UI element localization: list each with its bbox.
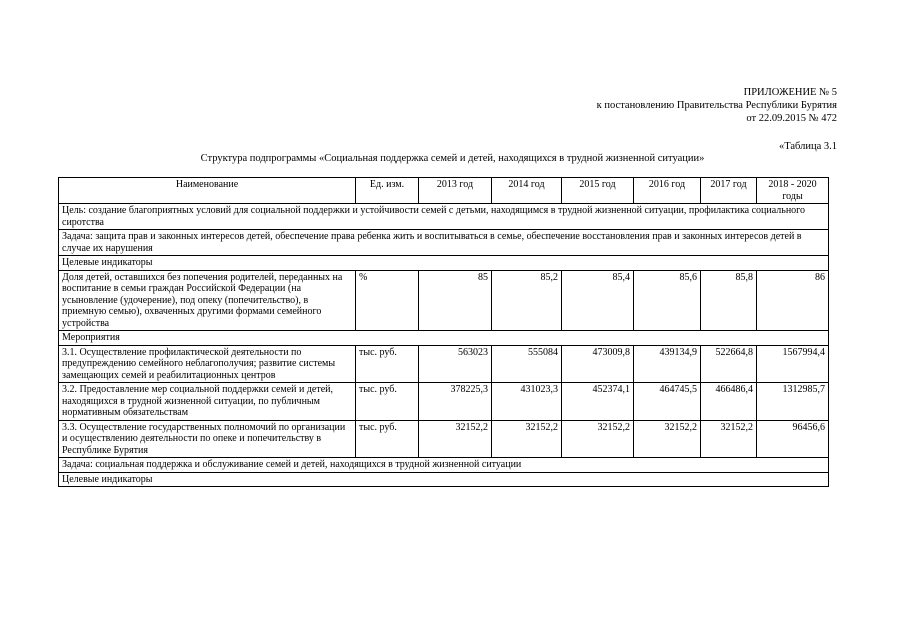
resolution-date: от 22.09.2015 № 472 <box>746 113 837 124</box>
section-row <box>59 331 829 346</box>
col-header-2015: 2015 год <box>562 178 634 204</box>
task-text: Задача: защита прав и законных интересов детей, обеспечение права ребенка жить и воспитываться в семье, обеспечение восстановления прав и законных интересов детей в случае их нарушения <box>59 230 829 256</box>
cell-2013: 378225,3 <box>419 383 492 421</box>
indicators-heading: Целевые индикаторы <box>59 256 829 271</box>
cell-2016: 464745,5 <box>634 383 701 421</box>
row-name: 3.3. Осуществление государственных полномочий по организации и осуществлению деятельности по опеке и попечительству в Республике Бурятия <box>59 420 356 458</box>
task-row <box>59 230 829 256</box>
cell-2017: 85,8 <box>701 270 757 331</box>
cell-2014: 32152,2 <box>492 420 562 458</box>
row-unit: тыс. руб. <box>356 420 419 458</box>
table-row <box>59 383 829 421</box>
row-name: Доля детей, оставшихся без попечения родителей, переданных на воспитание в семьи граждан Российской Федерации (на усыновление (удочерение), под опеку (попечительство), в приемную семью), охваченных другими формами семейного устройства <box>59 270 356 331</box>
structure-table <box>58 177 829 487</box>
row-unit: тыс. руб. <box>356 383 419 421</box>
cell-2015: 32152,2 <box>562 420 634 458</box>
cell-2018-2020: 1312985,7 <box>757 383 829 421</box>
table-number: «Таблица 3.1 <box>778 141 837 152</box>
col-header-2013: 2013 год <box>419 178 492 204</box>
table-row <box>59 420 829 458</box>
cell-2014: 555084 <box>492 345 562 383</box>
cell-2018-2020: 1567994,4 <box>757 345 829 383</box>
col-header-name: Наименование <box>59 178 356 204</box>
col-header-2017: 2017 год <box>701 178 757 204</box>
cell-2016: 85,6 <box>634 270 701 331</box>
cell-2015: 452374,1 <box>562 383 634 421</box>
measures-heading: Мероприятия <box>59 331 829 346</box>
row-name: 3.2. Предоставление мер социальной поддержки семей и детей, находящихся в трудной жизненной ситуации, по публичным нормативным обязательствам <box>59 383 356 421</box>
cell-2018-2020: 86 <box>757 270 829 331</box>
cell-2013: 563023 <box>419 345 492 383</box>
section-row <box>59 256 829 271</box>
cell-2013: 85 <box>419 270 492 331</box>
cell-2014: 431023,3 <box>492 383 562 421</box>
col-header-unit: Ед. изм. <box>356 178 419 204</box>
col-header-2014: 2014 год <box>492 178 562 204</box>
table-row <box>59 345 829 383</box>
cell-2013: 32152,2 <box>419 420 492 458</box>
table-row <box>59 270 829 331</box>
cell-2015: 85,4 <box>562 270 634 331</box>
cell-2017: 466486,4 <box>701 383 757 421</box>
goal-row <box>59 204 829 230</box>
resolution-reference: к постановлению Правительства Республики Бурятия <box>596 100 837 111</box>
row-unit: тыс. руб. <box>356 345 419 383</box>
indicators-heading: Целевые индикаторы <box>59 472 829 487</box>
cell-2018-2020: 96456,6 <box>757 420 829 458</box>
table-header-row <box>59 178 829 204</box>
cell-2014: 85,2 <box>492 270 562 331</box>
goal-text: Цель: создание благоприятных условий для социальной поддержки и устойчивости семей с детьми, находящимся в трудной жизненной ситуации, профилактика социального сиротства <box>59 204 829 230</box>
col-header-2016: 2016 год <box>634 178 701 204</box>
cell-2015: 473009,8 <box>562 345 634 383</box>
cell-2017: 522664,8 <box>701 345 757 383</box>
appendix-label: ПРИЛОЖЕНИЕ № 5 <box>743 87 837 98</box>
row-unit: % <box>356 270 419 331</box>
section-row <box>59 472 829 487</box>
row-name: 3.1. Осуществление профилактической деятельности по предупреждению семейного неблагополучия; развитие системы замещающих семей и реабилитационных центров <box>59 345 356 383</box>
task-row <box>59 458 829 473</box>
cell-2016: 439134,9 <box>634 345 701 383</box>
task-text: Задача: социальная поддержка и обслуживание семей и детей, находящихся в трудной жизненной ситуации <box>59 458 829 473</box>
cell-2016: 32152,2 <box>634 420 701 458</box>
cell-2017: 32152,2 <box>701 420 757 458</box>
page-title: Структура подпрограммы «Социальная поддержка семей и детей, находящихся в трудной жизненной ситуации» <box>200 153 705 164</box>
col-header-2018-2020: 2018 - 2020 годы <box>757 178 829 204</box>
